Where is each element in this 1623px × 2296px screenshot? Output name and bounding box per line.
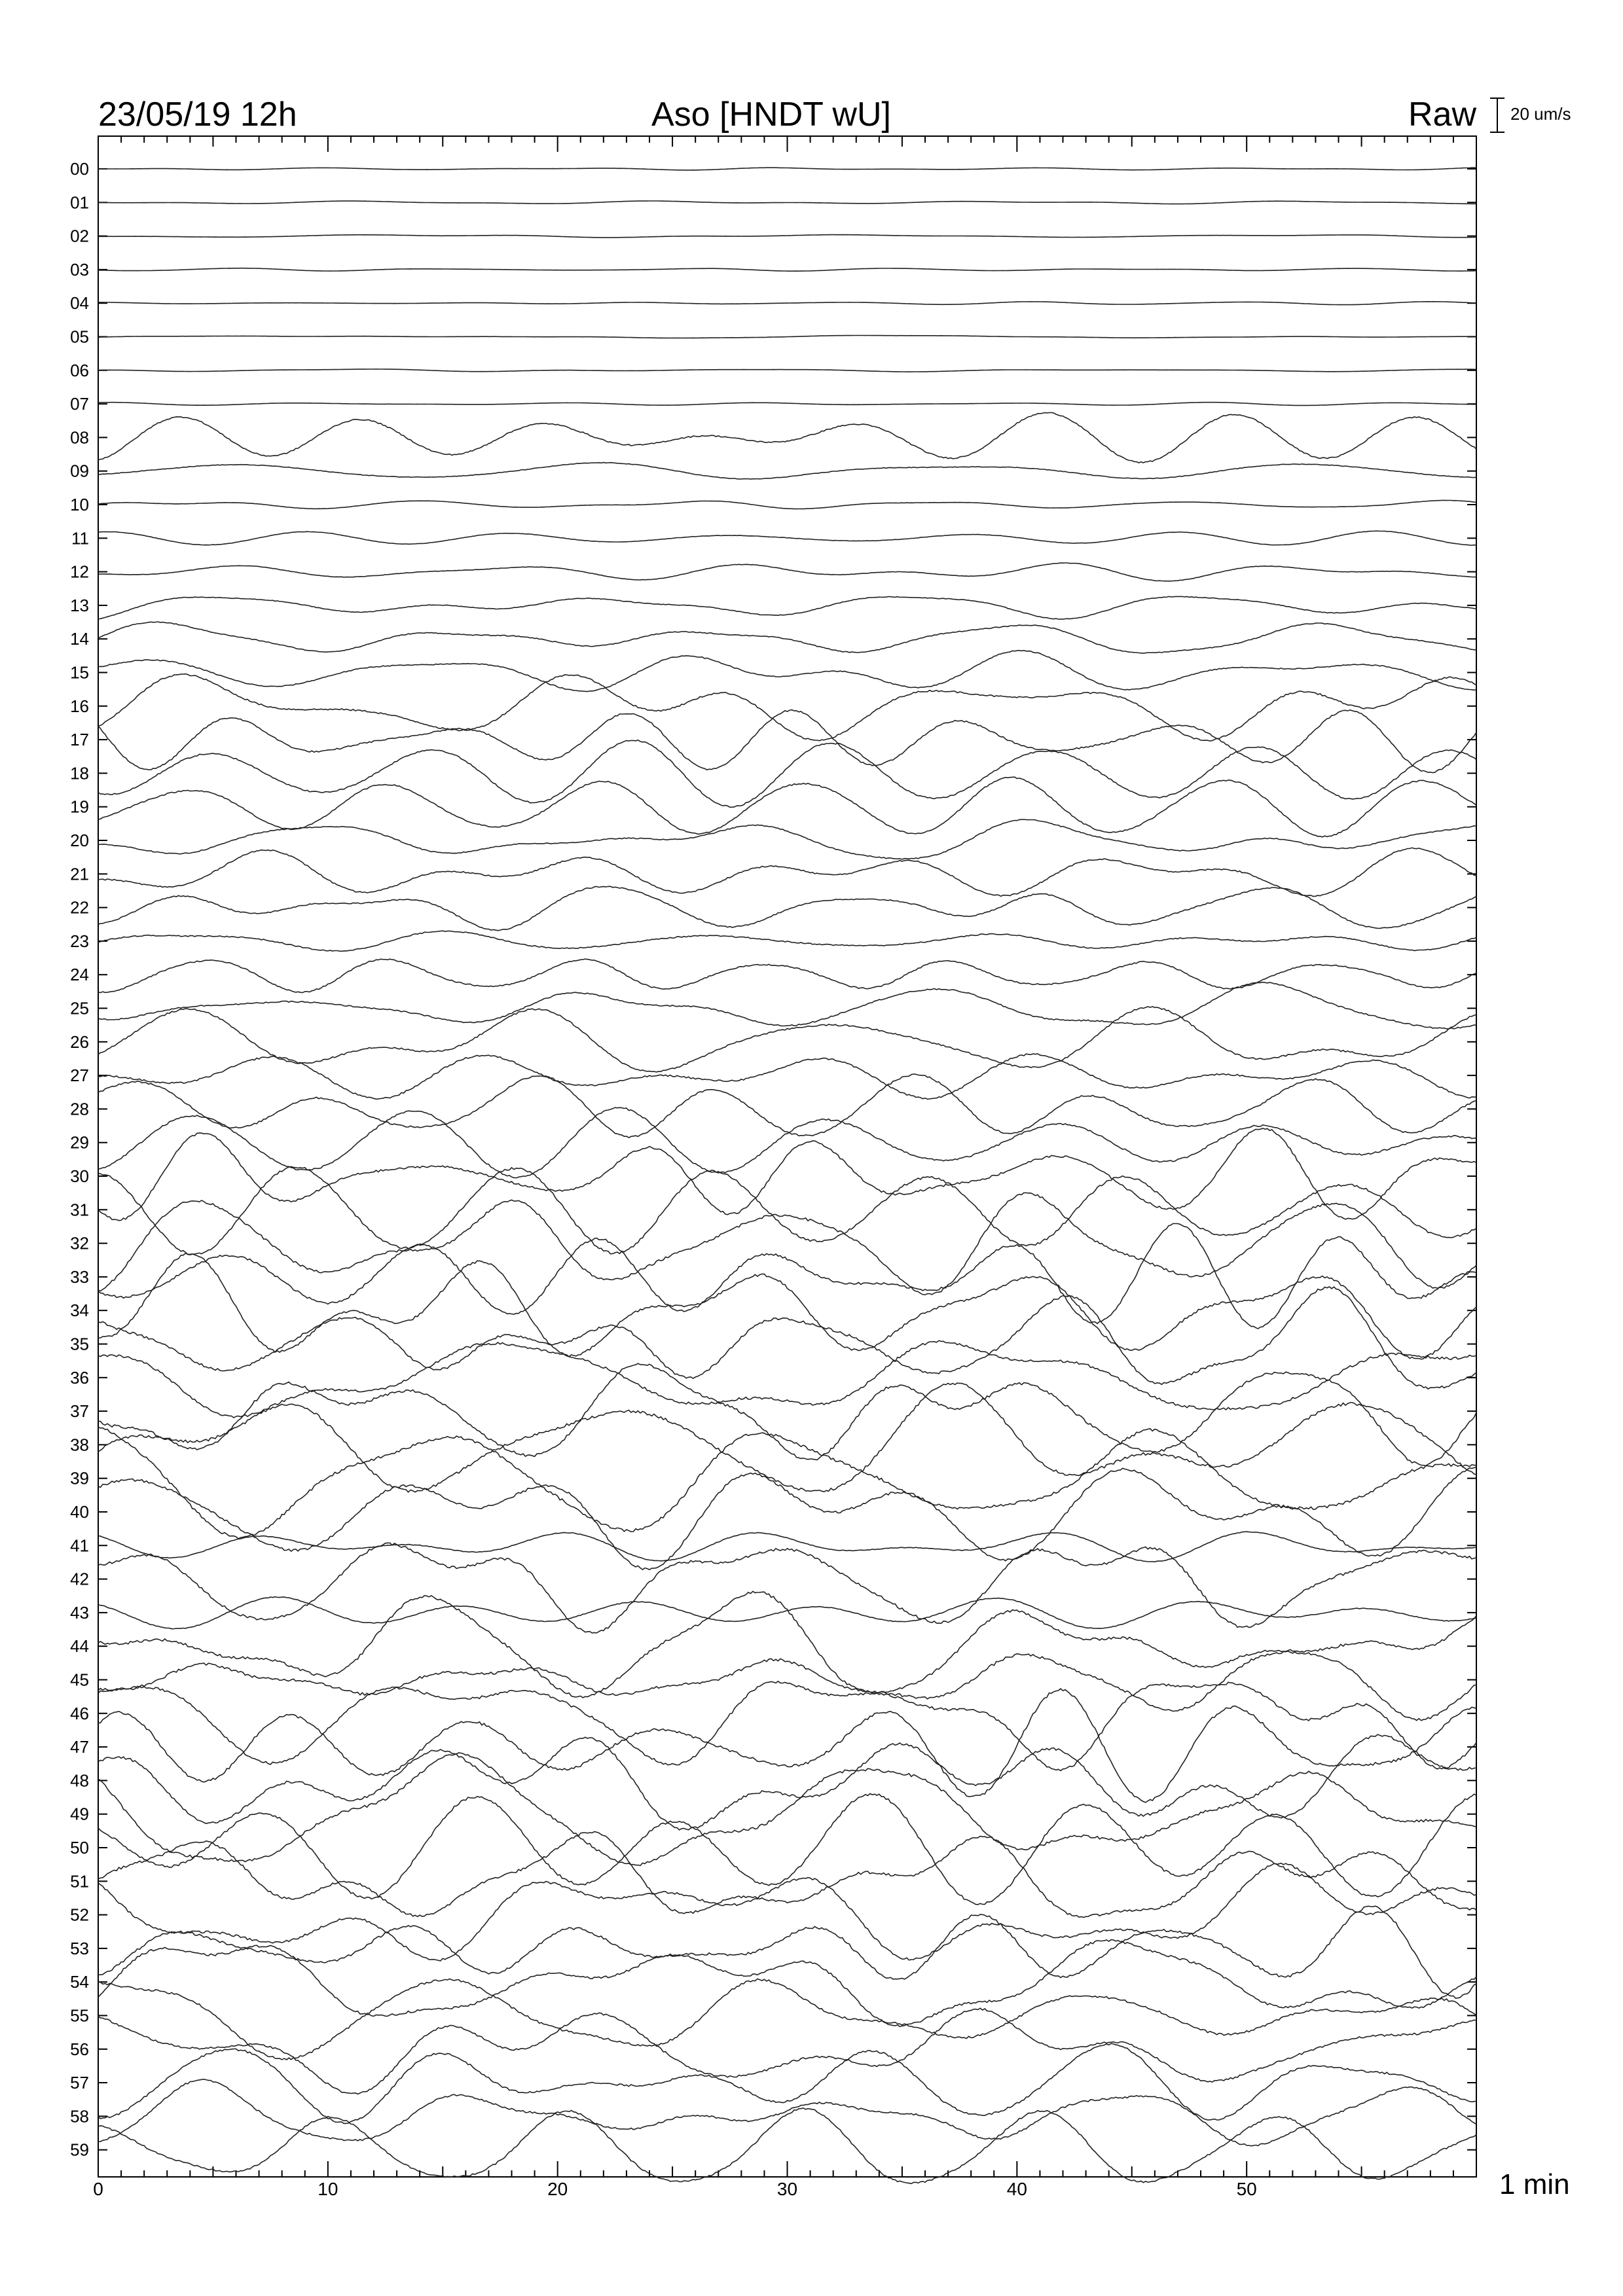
trace-line-27: [98, 1054, 1476, 1099]
y-tick-label: 12: [70, 562, 89, 582]
y-tick-label: 51: [70, 1871, 89, 1892]
x-axis-top: [98, 136, 1476, 152]
station-title: Aso [HNDT wU]: [651, 96, 891, 134]
trace-line-09: [98, 463, 1476, 479]
y-tick-label: 11: [71, 528, 89, 548]
trace-group: [98, 168, 1476, 2183]
y-tick-label: 16: [70, 696, 89, 716]
trace-line-45: [98, 1651, 1476, 1721]
y-tick-label: 04: [70, 293, 89, 314]
y-tick-label: 08: [70, 427, 89, 448]
y-tick-label: 46: [70, 1703, 89, 1723]
trace-line-04: [98, 302, 1476, 305]
y-tick-label: 22: [70, 897, 89, 918]
y-tick-label: 57: [70, 2073, 89, 2093]
x-tick-label: 40: [1006, 2179, 1027, 2199]
trace-line-15: [98, 651, 1476, 692]
mode-label: Raw: [1408, 96, 1476, 134]
y-tick-label: 44: [70, 1636, 89, 1657]
trace-line-47: [98, 1689, 1476, 1803]
y-tick-label: 39: [70, 1468, 89, 1488]
date-label: 23/05/19 12h: [98, 96, 297, 134]
x-tick-label: 30: [776, 2179, 798, 2199]
y-axis-left: [98, 169, 107, 2150]
y-tick-label: 14: [70, 629, 89, 649]
y-tick-label: 58: [70, 2106, 89, 2126]
x-tick-label: 50: [1236, 2179, 1257, 2199]
y-tick-label: 54: [70, 1972, 89, 1992]
x-axis-bottom: [98, 2161, 1476, 2177]
trace-line-50: [98, 1794, 1476, 1905]
trace-line-51: [98, 1832, 1476, 1918]
y-tick-label: 32: [70, 1233, 89, 1253]
trace-line-21: [98, 848, 1476, 896]
trace-line-44: [98, 1591, 1476, 1698]
trace-line-30: [98, 1128, 1476, 1221]
y-tick-label: 06: [70, 360, 89, 380]
trace-line-22: [98, 886, 1476, 931]
y-tick-label: 00: [70, 159, 89, 179]
y-tick-label: 24: [70, 965, 89, 985]
trace-line-49: [98, 1753, 1476, 1865]
trace-line-10: [98, 500, 1476, 509]
y-tick-label: 28: [70, 1099, 89, 1119]
trace-line-00: [98, 168, 1476, 170]
y-tick-label: 30: [70, 1166, 89, 1186]
trace-line-06: [98, 369, 1476, 372]
y-tick-label: 26: [70, 1031, 89, 1052]
y-tick-label: 48: [70, 1770, 89, 1791]
trace-line-58: [98, 2079, 1476, 2146]
y-tick-label: 49: [70, 1804, 89, 1824]
y-tick-label: 01: [70, 192, 89, 213]
trace-line-07: [98, 403, 1476, 406]
y-tick-label: 41: [70, 1535, 89, 1556]
trace-line-37: [98, 1363, 1476, 1465]
y-tick-label: 21: [70, 864, 89, 884]
trace-line-02: [98, 235, 1476, 238]
trace-line-52: [98, 1863, 1476, 1961]
y-tick-label: 40: [70, 1502, 89, 1522]
y-tick-label: 33: [70, 1266, 89, 1287]
trace-line-20: [98, 819, 1476, 859]
y-tick-label: 29: [70, 1132, 89, 1153]
y-tick-label: 45: [70, 1670, 89, 1690]
trace-line-28: [98, 1074, 1476, 1138]
trace-line-03: [98, 268, 1476, 272]
trace-line-23: [98, 931, 1476, 951]
y-tick-label: 18: [70, 763, 89, 783]
y-tick-label: 43: [70, 1602, 89, 1623]
y-tick-label: 23: [70, 931, 89, 951]
y-tick-labels: [70, 159, 89, 2160]
trace-line-56: [98, 2008, 1476, 2094]
y-tick-label: 03: [70, 259, 89, 279]
trace-line-41: [98, 1532, 1476, 1562]
y-tick-label: 55: [70, 2005, 89, 2026]
y-tick-label: 27: [70, 1066, 89, 1086]
y-tick-label: 13: [70, 595, 89, 615]
y-tick-label: 50: [70, 1838, 89, 1857]
trace-line-33: [98, 1223, 1476, 1329]
y-tick-label: 34: [70, 1300, 89, 1321]
y-tick-label: 02: [70, 226, 89, 246]
x-tick-label: 10: [318, 2179, 338, 2199]
trace-line-42: [98, 1543, 1476, 1633]
y-tick-label: 59: [70, 2140, 89, 2160]
x-tick-label: 0: [93, 2179, 103, 2199]
trace-line-53: [98, 1906, 1476, 1998]
trace-line-32: [98, 1193, 1476, 1295]
trace-line-11: [98, 531, 1476, 545]
trace-line-24: [98, 959, 1476, 993]
y-tick-label: 05: [70, 327, 89, 347]
trace-line-54: [98, 1940, 1476, 2027]
y-tick-label: 20: [70, 831, 89, 850]
y-tick-label: 35: [70, 1334, 89, 1354]
trace-line-40: [98, 1467, 1476, 1570]
y-tick-label: 25: [70, 998, 89, 1018]
y-tick-label: 07: [70, 394, 89, 414]
trace-line-01: [98, 201, 1476, 204]
trace-line-26: [98, 1007, 1476, 1072]
y-tick-label: 53: [70, 1938, 89, 1958]
y-tick-label: 56: [70, 2039, 89, 2059]
trace-line-17: [98, 710, 1476, 773]
x-tick-labels: [93, 2179, 1257, 2199]
y-tick-label: 19: [70, 797, 89, 817]
plot-frame: [98, 136, 1476, 2177]
scale-bar: [1490, 98, 1571, 132]
trace-line-25: [98, 982, 1476, 1029]
y-tick-label: 09: [70, 461, 89, 481]
trace-line-16: [98, 674, 1476, 741]
y-tick-label: 47: [70, 1737, 89, 1757]
scale-label: 20 um/s: [1510, 104, 1571, 124]
y-tick-label: 37: [70, 1401, 89, 1422]
trace-line-14: [98, 622, 1476, 653]
y-tick-label: 52: [70, 1905, 89, 1925]
y-axis-right: [1467, 169, 1476, 2150]
y-tick-label: 17: [70, 730, 89, 750]
trace-line-13: [98, 596, 1476, 619]
y-tick-label: 38: [70, 1435, 89, 1455]
y-tick-label: 15: [70, 662, 89, 683]
trace-line-08: [98, 412, 1476, 463]
trace-line-43: [98, 1597, 1476, 1629]
trace-line-55: [98, 1979, 1476, 2060]
trace-line-36: [98, 1340, 1476, 1418]
x-unit-label: 1 min: [1499, 2168, 1570, 2200]
y-tick-label: 36: [70, 1367, 89, 1388]
y-tick-label: 31: [70, 1200, 89, 1220]
y-tick-label: 42: [70, 1569, 89, 1589]
trace-line-12: [98, 563, 1476, 581]
trace-line-46: [98, 1681, 1476, 1771]
y-tick-label: 10: [70, 495, 89, 514]
x-tick-label: 20: [547, 2179, 568, 2199]
trace-line-39: [98, 1427, 1476, 1539]
trace-line-05: [98, 336, 1476, 338]
trace-line-31: [98, 1166, 1476, 1255]
